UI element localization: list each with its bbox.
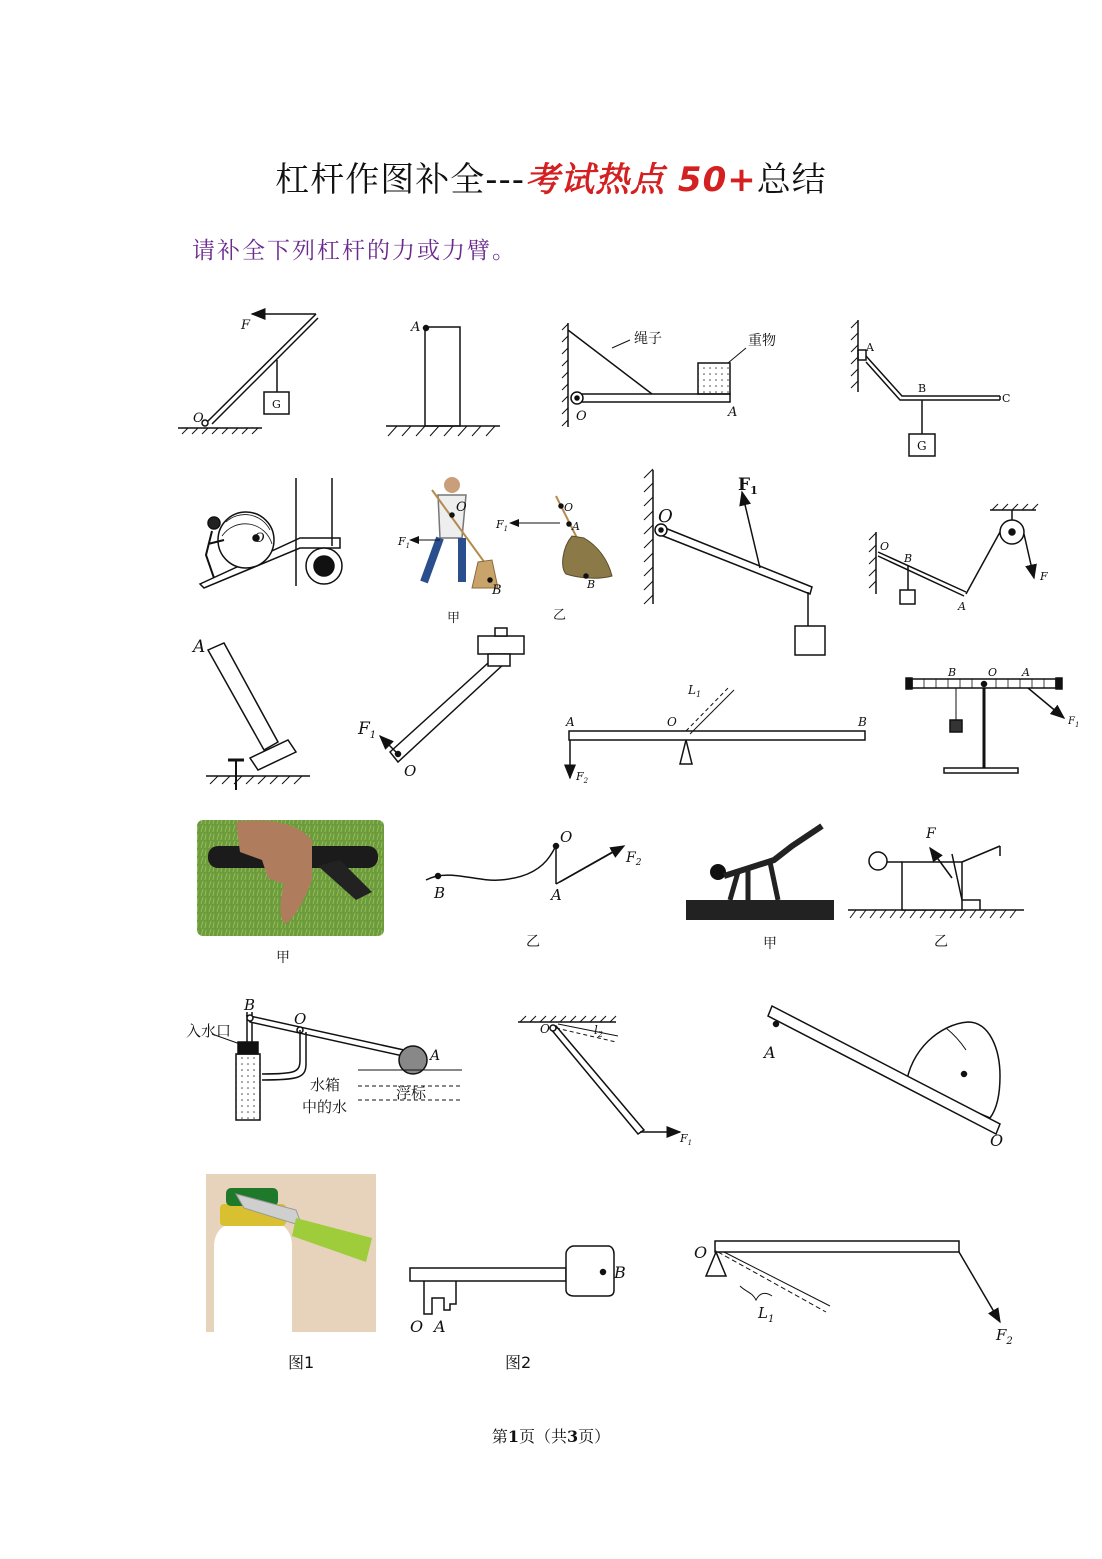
label-F2: $F_2$: [996, 1326, 1013, 1347]
label-F: F: [241, 318, 251, 333]
label-A: A: [434, 1317, 446, 1336]
label-O: O: [990, 1131, 1004, 1150]
label-O: O: [254, 531, 265, 546]
title-part-3: 总结: [756, 160, 827, 200]
label-O: O: [404, 762, 417, 780]
caption-fig2: 图2: [505, 1353, 532, 1372]
label-G: G: [272, 398, 281, 411]
diagram-2-vertical-bar: [386, 320, 500, 436]
label-B: B: [858, 715, 867, 729]
diagram-5-push-wheel-ramp: [200, 478, 342, 588]
caption-jia: 甲: [763, 936, 777, 952]
label-l2: $l_2$: [594, 1023, 603, 1039]
label-O: O: [540, 1022, 550, 1036]
label-B: B: [434, 884, 446, 902]
label-G: G: [917, 439, 927, 453]
diagram-21-bottle-opener-photo: [206, 1174, 376, 1372]
label-F: F: [926, 826, 936, 842]
label-A: A: [193, 637, 206, 657]
diagram-16-exercise-photo: [686, 826, 834, 952]
label-F: F: [1040, 570, 1048, 583]
label-B: B: [587, 578, 596, 591]
footer-page-number: 1: [507, 1427, 519, 1446]
footer-mid: 页（共: [518, 1427, 567, 1446]
label-A: A: [551, 886, 562, 904]
diagram-19-hanging-bar: [518, 1016, 692, 1147]
label-F1: $F_1$: [496, 518, 509, 533]
caption-fig1: 图1: [288, 1353, 315, 1372]
label-float: 浮标: [396, 1084, 427, 1102]
footer-post: 页）: [578, 1427, 611, 1446]
label-O: O: [880, 540, 890, 553]
label-F2: $F_2$: [576, 770, 589, 785]
diagram-6-sweeping-person: [397, 477, 502, 626]
label-A: A: [764, 1043, 776, 1062]
label-A: A: [430, 1048, 441, 1064]
instruction: 请补全下列杠杆的力或力臂。: [192, 238, 517, 264]
diagram-7-broom: [495, 496, 612, 623]
diagram-14-tool-photo: [197, 820, 384, 966]
label-F2: $F_2$: [626, 850, 642, 868]
label-O: O: [193, 411, 204, 426]
diagram-10-hammer-nail: [191, 637, 310, 790]
label-A: A: [411, 320, 421, 335]
diagram-22-key-lever: [410, 1246, 626, 1372]
caption-yi: 乙: [934, 934, 948, 950]
label-B: B: [904, 552, 913, 565]
label-O: O: [694, 1243, 708, 1262]
label-B: B: [918, 382, 927, 395]
label-F1: $F_1$: [680, 1132, 693, 1147]
label-tank-water: 中的水: [302, 1098, 348, 1116]
page-footer: [0, 1424, 1102, 1447]
diagram-8-wall-hinged-bar: [644, 469, 825, 655]
label-O: O: [410, 1317, 424, 1336]
diagram-23-long-lever: [694, 1241, 1013, 1347]
label-A: A: [572, 520, 580, 533]
diagram-12-seesaw: [565, 683, 867, 785]
label-A: A: [566, 715, 575, 729]
caption-yi: 乙: [553, 608, 567, 623]
footer-pre: 第: [491, 1427, 508, 1446]
diagram-20-rock-lever: [762, 1006, 1003, 1150]
diagram-3-wall-beam: [562, 323, 776, 427]
caption-jia: 甲: [447, 611, 461, 626]
label-O: O: [667, 715, 677, 729]
diagram-4-bent-lever: [851, 320, 1010, 456]
label-O: O: [294, 1010, 307, 1028]
label-F1: $F_1$: [398, 535, 411, 550]
label-A: A: [958, 600, 966, 613]
label-F1: $F_1$: [738, 475, 758, 497]
label-weight: 重物: [748, 333, 776, 349]
label-O: O: [560, 828, 573, 846]
label-O: O: [456, 500, 467, 515]
label-B: B: [244, 996, 256, 1014]
label-B: B: [948, 666, 957, 679]
diagram-18-float-valve: [186, 996, 462, 1120]
label-O: O: [576, 409, 587, 424]
label-O: O: [564, 501, 574, 514]
label-B: B: [492, 583, 502, 598]
caption-yi: 乙: [526, 934, 540, 950]
label-B: B: [614, 1263, 626, 1282]
label-A: A: [728, 405, 738, 420]
footer-page-total: 3: [567, 1427, 579, 1446]
diagram-9-pulley-lever: [869, 504, 1048, 613]
title-highlight: 考试热点 50+: [525, 160, 757, 200]
label-tank: 水箱: [310, 1076, 341, 1094]
label-C: C: [1002, 392, 1011, 405]
label-A: A: [1022, 666, 1030, 679]
title-part-1: 杠杆作图补全---: [275, 160, 526, 200]
caption-jia: 甲: [276, 950, 290, 966]
diagram-15-curved-lever: [426, 828, 642, 950]
label-L1: $L_1$: [758, 1304, 775, 1325]
label-A: A: [866, 341, 874, 354]
label-rope: 绳子: [634, 331, 662, 347]
label-F1: $F_1$: [358, 719, 377, 741]
diagram-11-lever-hammer: [357, 628, 524, 780]
label-inlet: 入水口: [186, 1022, 232, 1040]
diagram-13-lever-stand: [906, 666, 1079, 773]
label-L1: $L_1$: [688, 683, 702, 699]
label-F1: $F_1$: [1068, 716, 1080, 729]
label-O: O: [658, 506, 673, 527]
label-O: O: [988, 666, 998, 679]
diagram-1-inclined-lever: [178, 314, 318, 434]
diagram-17-block-lever: [848, 826, 1024, 950]
